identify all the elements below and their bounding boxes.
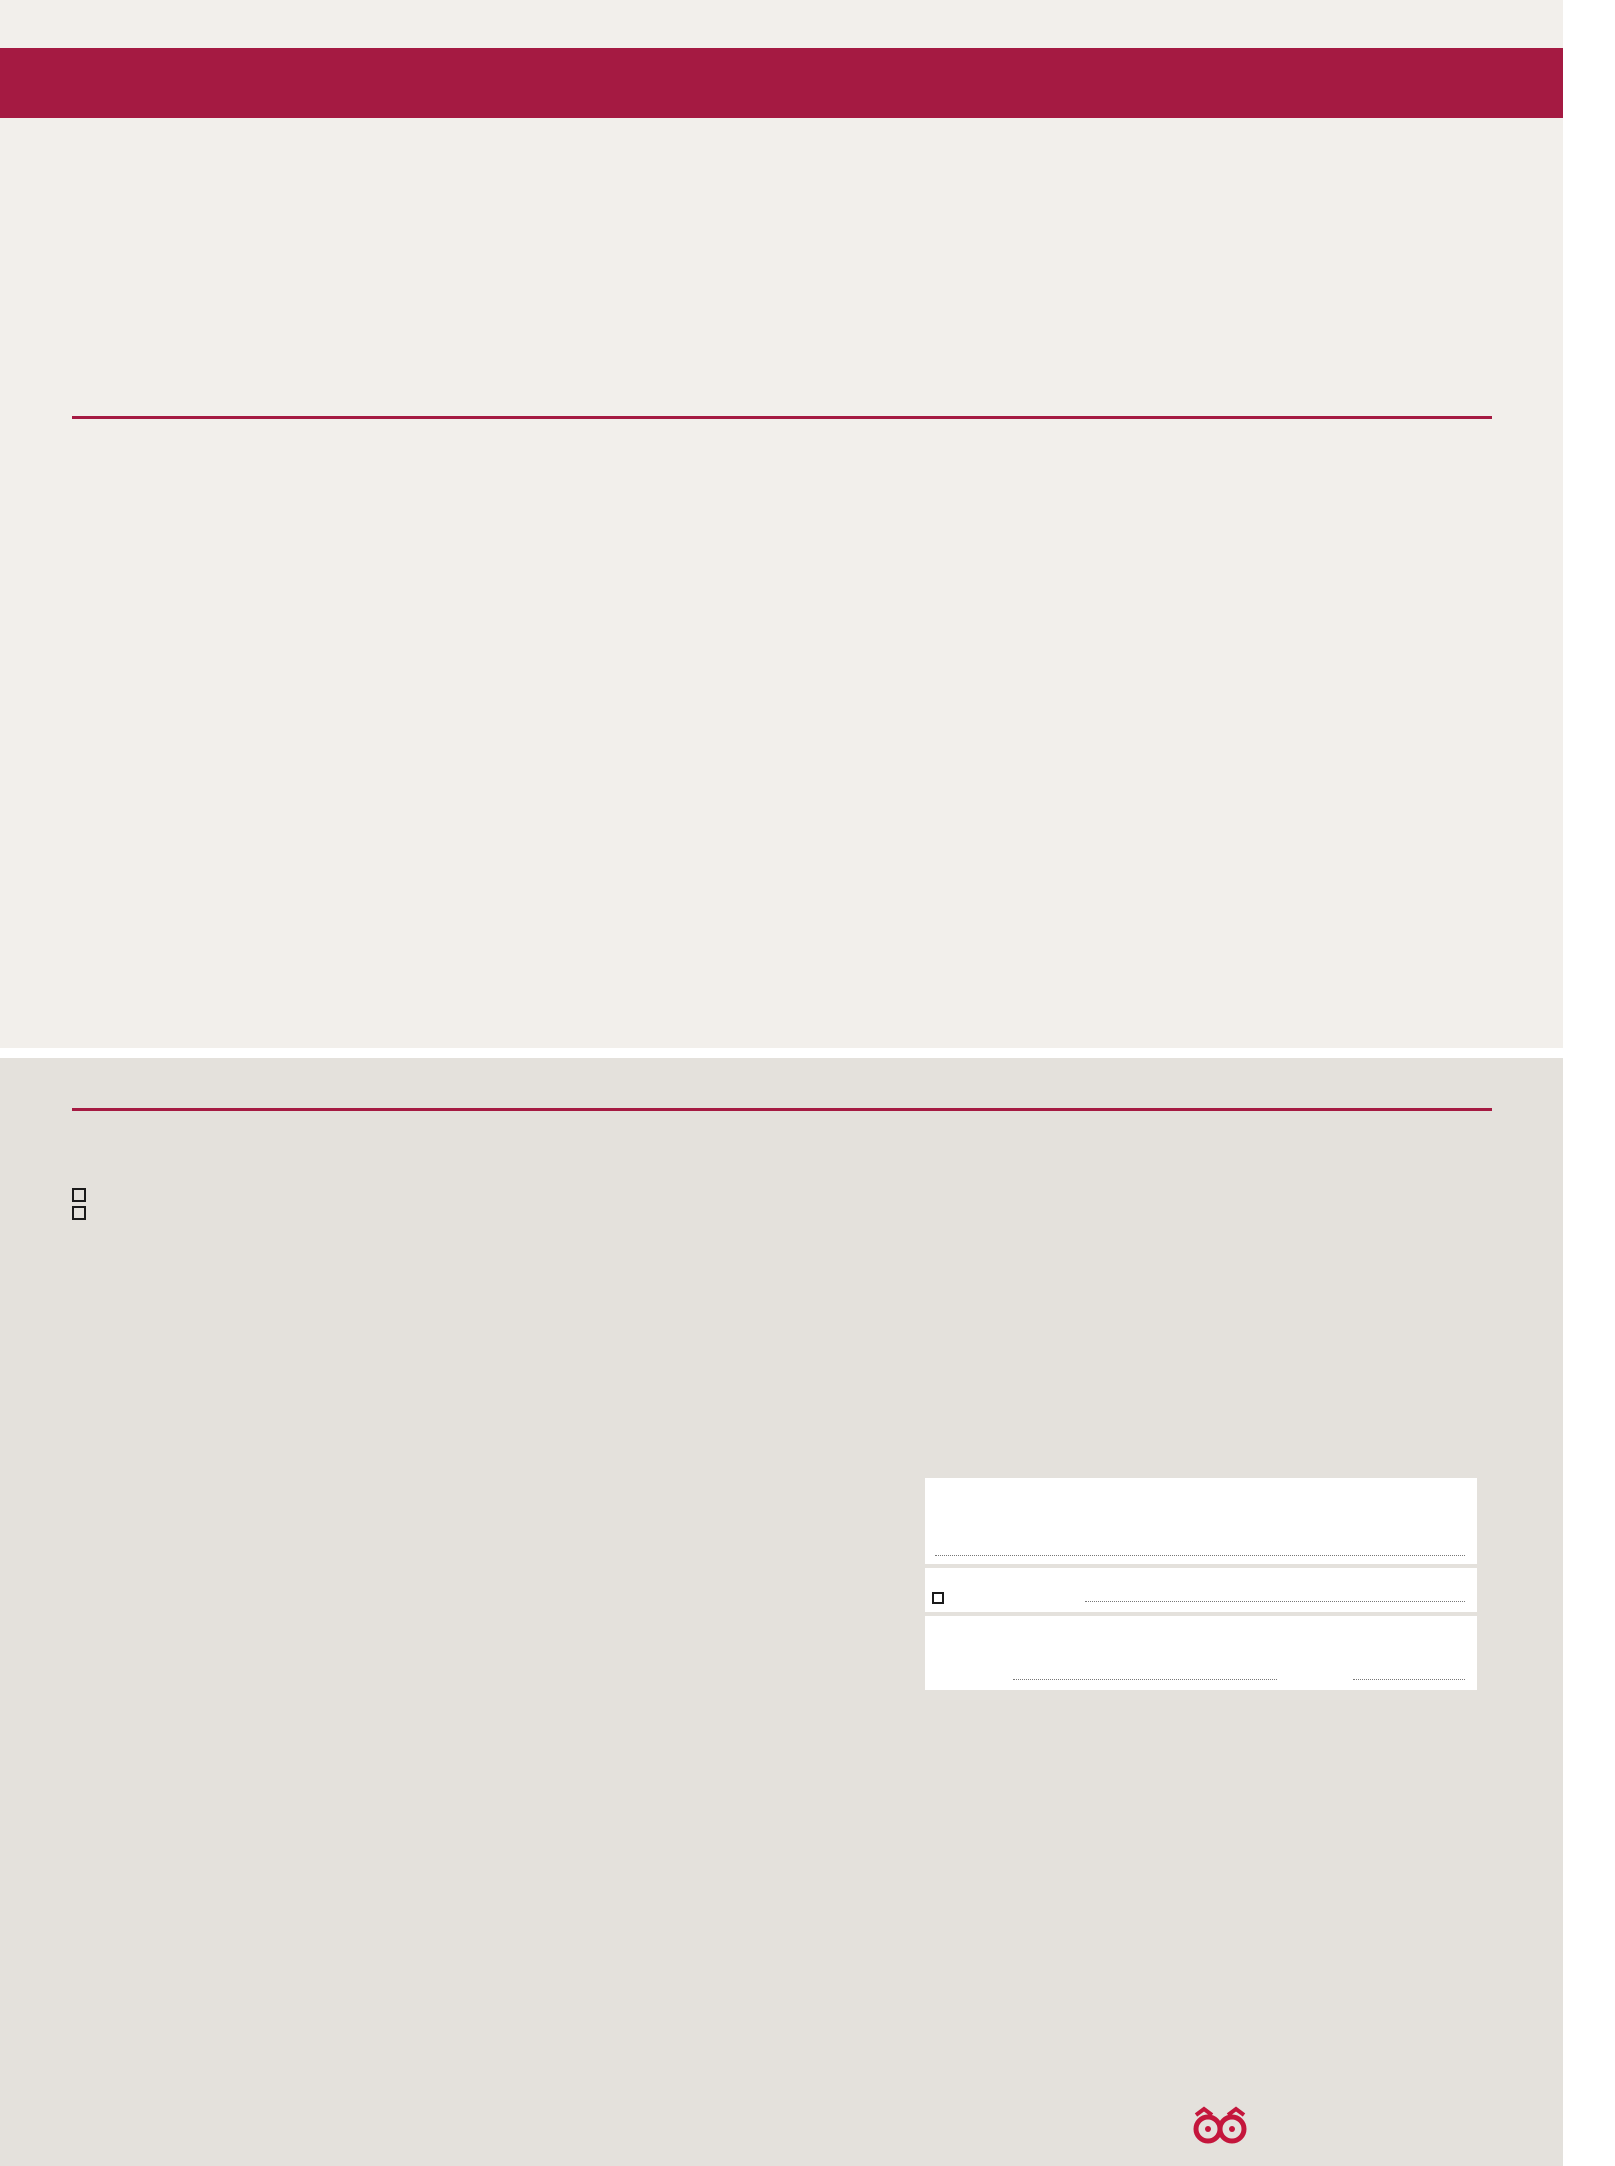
intro-right: [802, 148, 1492, 179]
registration-left: [72, 1170, 412, 1232]
email-delivery-field[interactable]: [925, 1478, 1477, 1564]
invoice-extra: [925, 1478, 1477, 1694]
date-option-2[interactable]: [72, 1206, 412, 1220]
checkbox-icon[interactable]: [932, 1592, 944, 1604]
checkbox-icon[interactable]: [72, 1206, 86, 1220]
date-line: [1353, 1678, 1465, 1680]
privacy-info: [432, 1725, 1477, 1764]
email-delivery-line: [935, 1554, 1465, 1556]
date-option-1[interactable]: [72, 1188, 412, 1202]
checkbox-icon[interactable]: [72, 1188, 86, 1202]
signature-field[interactable]: [925, 1616, 1477, 1690]
fax-wish-label-wrap: [932, 1592, 950, 1604]
right-margin: [1563, 0, 1615, 2166]
owl-icon: [1190, 2105, 1250, 2151]
registration-heading: [72, 1100, 1492, 1111]
signature-line: [1013, 1678, 1277, 1680]
page-title: [0, 48, 1563, 118]
fax-wish-field[interactable]: [925, 1568, 1477, 1612]
datakontext-logo: [1190, 2105, 1254, 2151]
intro-left: [72, 148, 762, 179]
fax-line: [1085, 1600, 1465, 1602]
inhalt-heading: [72, 410, 1492, 419]
